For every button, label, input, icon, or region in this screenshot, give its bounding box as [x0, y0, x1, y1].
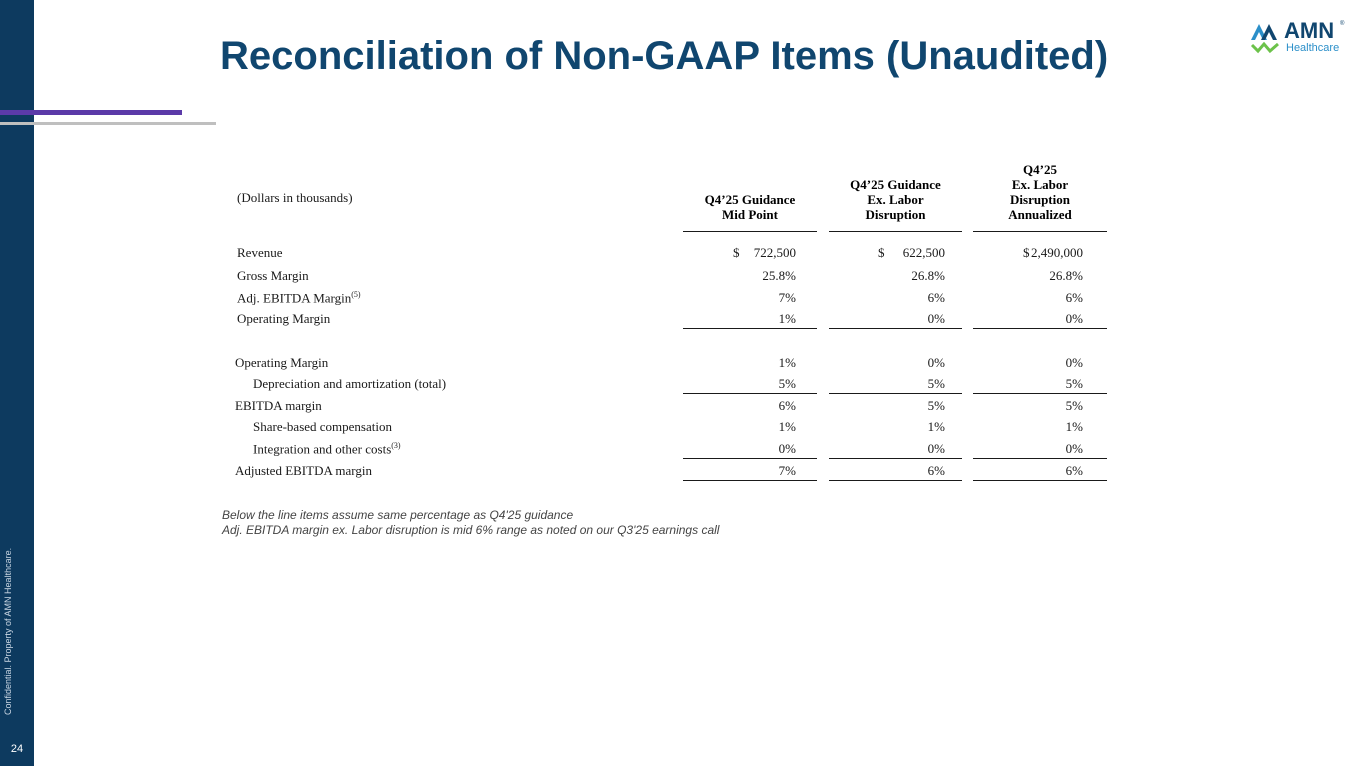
total-rule [829, 328, 962, 329]
row-label: EBITDA margin [235, 398, 322, 413]
footnote-2: Adj. EBITDA margin ex. Labor disruption is mid 6% range as noted on our Q3'25 earnings call [222, 523, 720, 537]
row-value: 5% [927, 376, 945, 391]
logo-subtitle: Healthcare [1286, 42, 1340, 54]
total-rule [829, 458, 962, 459]
amn-logo [1248, 20, 1348, 56]
currency-symbol: $ [733, 245, 740, 260]
row-value: 6% [778, 398, 796, 413]
row-value: 0% [1065, 311, 1083, 326]
row-value: 1% [778, 419, 796, 434]
column-header-line: Q4’25 [1023, 162, 1057, 177]
row-value: 1% [778, 355, 796, 370]
row-footnote-ref: (5) [351, 290, 361, 299]
total-rule [829, 480, 962, 481]
total-rule [683, 458, 817, 459]
column-header-line: Ex. Labor [867, 192, 924, 207]
row-value: 26.8% [1049, 268, 1083, 283]
column-header-line: Annualized [1008, 207, 1072, 222]
accent-bar-gray [0, 122, 216, 125]
row-label: Operating Margin [235, 355, 329, 370]
total-rule [683, 393, 817, 394]
row-label: Gross Margin [237, 268, 309, 283]
total-rule [829, 393, 962, 394]
row-value: 1% [927, 419, 945, 434]
row-value: 0% [927, 311, 945, 326]
header-rule [683, 231, 817, 232]
row-value: 722,500 [753, 245, 796, 260]
column-header [973, 162, 1107, 222]
row-value: 5% [1065, 398, 1083, 413]
total-rule [683, 480, 817, 481]
page-title: Reconciliation of Non-GAAP Items (Unaudited) [220, 34, 1109, 78]
header-rule [829, 231, 962, 232]
row-value: 2,490,000 [1031, 245, 1083, 260]
column-header-line: Q4’25 Guidance [704, 192, 796, 207]
total-rule [683, 328, 817, 329]
row-label: Share-based compensation [253, 419, 392, 434]
row-value: 7% [778, 463, 796, 478]
row-label: Depreciation and amortization (total) [253, 376, 447, 391]
row-label: Integration and other costs$^{(3)}$ [253, 441, 401, 457]
row-value: 6% [927, 290, 945, 305]
row-value: 6% [1065, 463, 1083, 478]
row-label: Revenue [237, 245, 283, 260]
row-value: 0% [1065, 441, 1083, 456]
row-label: Adj. EBITDA Margin$^{(5)}$ [237, 290, 361, 306]
column-header [829, 177, 962, 222]
accent-bar-purple [0, 110, 182, 115]
header-rule [973, 231, 1107, 232]
row-value: 1% [1065, 419, 1083, 434]
row-value: 6% [927, 463, 945, 478]
total-rule [973, 328, 1107, 329]
row-value: 0% [927, 441, 945, 456]
column-header-line: Ex. Labor [1011, 177, 1069, 192]
row-footnote-ref: (3) [391, 441, 401, 450]
row-label: Operating Margin [237, 311, 331, 326]
row-value: 25.8% [762, 268, 796, 283]
row-value: 0% [927, 355, 945, 370]
row-value: 6% [1065, 290, 1083, 305]
column-header-line: Mid Point [722, 207, 778, 222]
amn-logo-icon [1248, 20, 1282, 54]
row-value: 1% [778, 311, 796, 326]
column-header-line: Disruption [865, 207, 926, 222]
total-rule [973, 458, 1107, 459]
column-header [683, 192, 817, 222]
column-header-line: Q4’25 Guidance [850, 177, 941, 192]
row-value: 0% [778, 441, 796, 456]
currency-symbol: $ [1023, 245, 1030, 260]
row-value: 5% [1065, 376, 1083, 391]
column-header-line: Disruption [1010, 192, 1070, 207]
page-number: 24 [10, 743, 24, 755]
row-value: 26.8% [911, 268, 945, 283]
logo-registered-mark: ® [1340, 21, 1345, 27]
row-value: 7% [778, 290, 796, 305]
confidential-notice: Confidential. Property of AMN Healthcare. [3, 547, 13, 715]
row-label: Adjusted EBITDA margin [235, 463, 372, 478]
unit-label: (Dollars in thousands) [237, 190, 353, 205]
row-value: 622,500 [902, 245, 945, 260]
row-value: 5% [778, 376, 796, 391]
logo-wordmark: AMN [1284, 18, 1335, 43]
total-rule [973, 480, 1107, 481]
row-value: 0% [1065, 355, 1083, 370]
currency-symbol: $ [878, 245, 885, 260]
row-value: 5% [927, 398, 945, 413]
footnote-1: Below the line items assume same percentage as Q4'25 guidance [222, 508, 574, 522]
total-rule [973, 393, 1107, 394]
